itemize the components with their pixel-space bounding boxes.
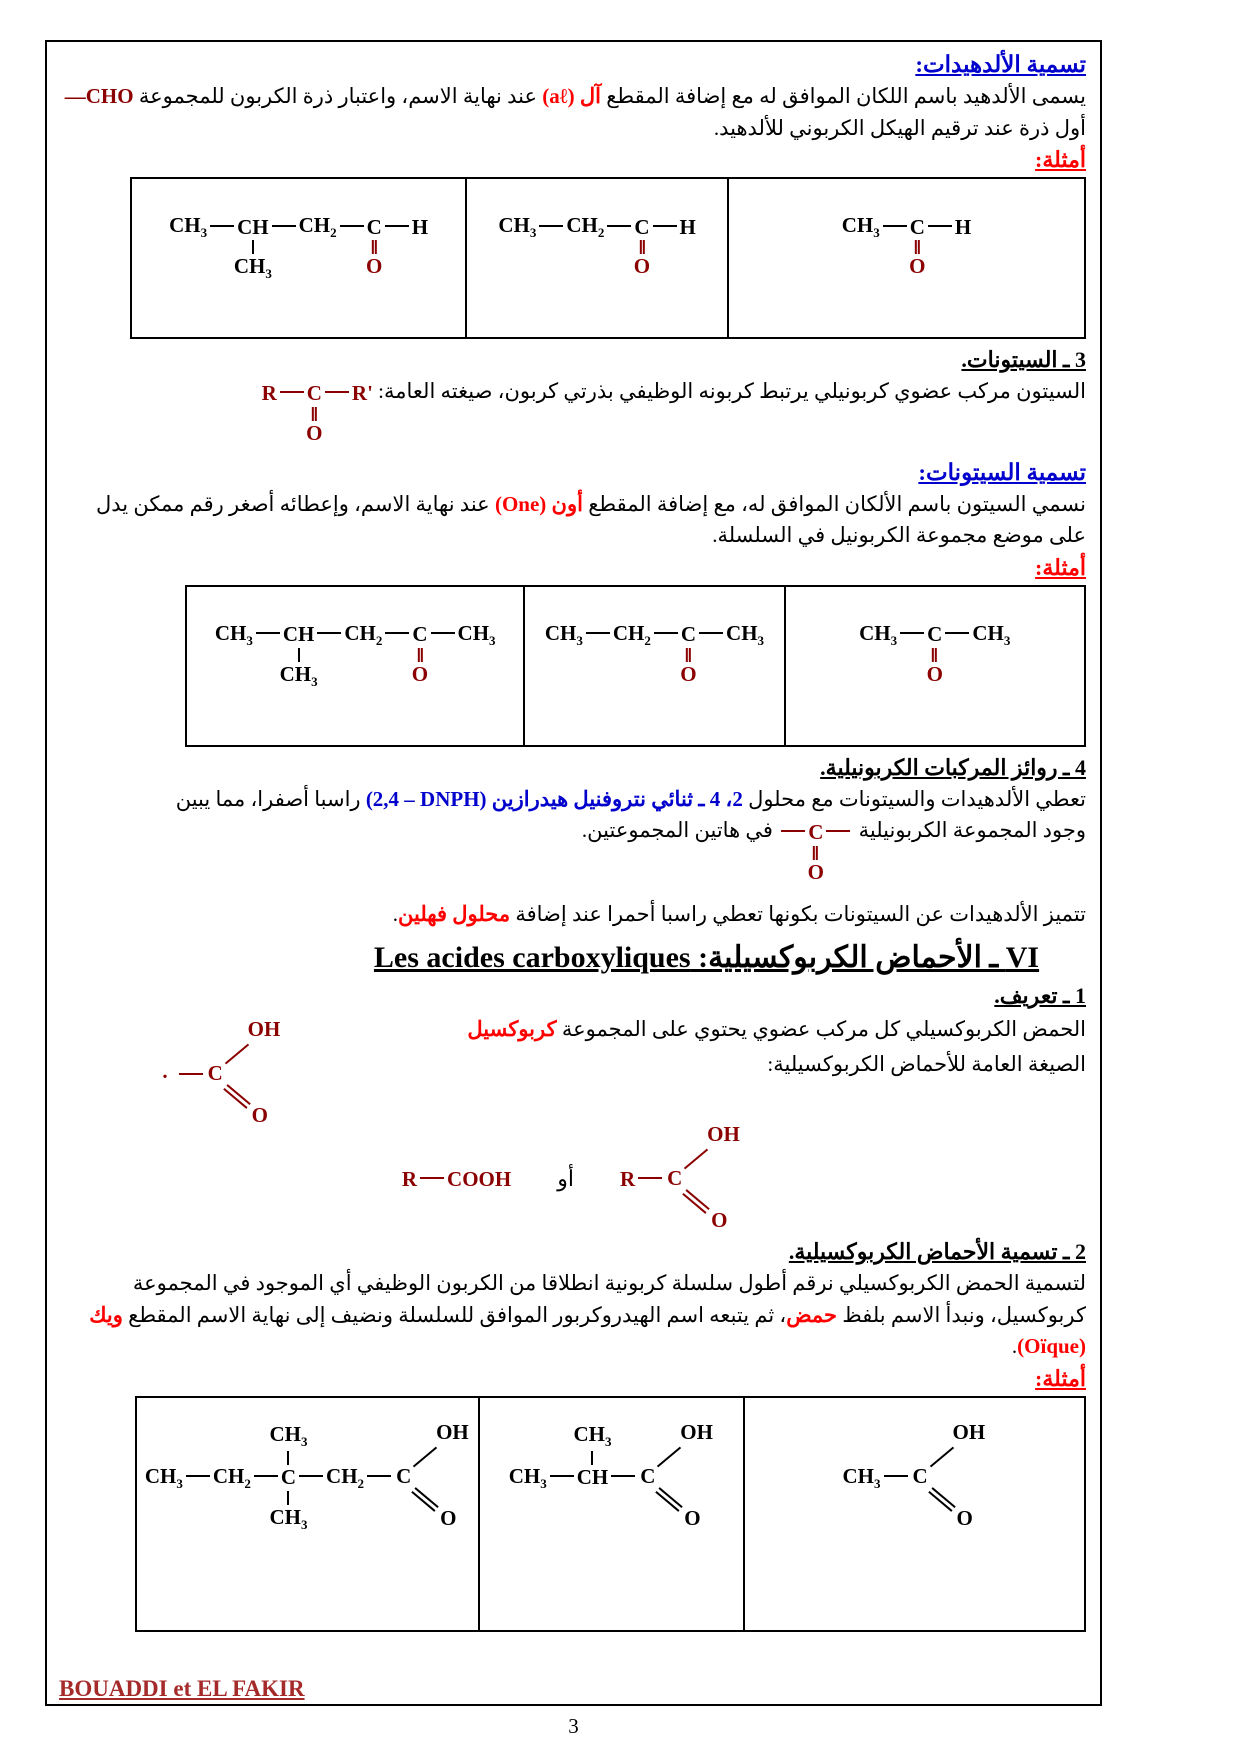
acid-general-formula-row [57, 1121, 1086, 1232]
text-run: وجود المجموعة الكربونيلية [853, 818, 1086, 842]
carboxyl-definition-row [57, 1011, 1086, 1128]
oique-suffix-highlight: (Oïque) [1017, 1334, 1086, 1358]
carboxyl-group: C OH O [207, 1017, 281, 1128]
molecule-butanone: $CH_3$ $CH_2$ C O $CH_3$ [544, 620, 765, 686]
text-run: يسمى الألدهيد باسم اللكان الموافق له مع إضافة المقطع [600, 84, 1086, 108]
hamd-word-highlight: حمض [786, 1302, 838, 1327]
text-run: نسمي السيتون باسم الألكان الموافق له، مع إضافة المقطع [582, 491, 1086, 516]
text-run: راسبا أصفرا، مما يبين [175, 786, 366, 811]
text-run: في هاتين المجموعتين. [581, 818, 779, 842]
cho-group-formula: —CHO [64, 84, 134, 108]
ketone-naming-paragraph [57, 489, 1086, 552]
text-run: عند نهاية الاسم، واعتبار ذرة الكربون للمجموعة [133, 84, 543, 108]
one-suffix-highlight: أون (One) [494, 491, 583, 516]
text-run: تعطي الألدهيدات والسيتونات مع محلول [742, 786, 1086, 811]
carboxylic-acids-title [357, 940, 1056, 975]
acid-structural-formula: R C OH O [619, 1121, 740, 1232]
ketone-general-formula: R C O R' [261, 381, 373, 446]
examples-label: أمثلة: [1035, 554, 1086, 580]
text-run: أول ذرة عند ترقيم الهيكل الكربوني للألدهيد. [713, 115, 1086, 140]
dnph-formula: (2,4 – DNPH) [365, 786, 487, 811]
sentence-period: . [162, 1059, 168, 1083]
authors-footer: BOUADDI et EL FAKIR [59, 1676, 305, 1701]
aldehyde-examples-box [130, 177, 1086, 339]
ketone-example-2 [523, 587, 783, 745]
page-frame [45, 40, 1102, 1706]
molecule-3-methylbutanal: $CH_3$ CH $CH_3$ $CH_2$ C O H [169, 213, 429, 282]
definition-paragraph [387, 1014, 1086, 1046]
text-run: عند نهاية الاسم، وإعطائه أصغر رقم ممكن يدل [96, 491, 495, 516]
text-run: على موضع مجموعة الكربونيل في السلسلة. [712, 523, 1086, 547]
carboxyl-group: C OH O [396, 1419, 469, 1530]
molecule-ethanoic-acid: $CH_3$ C OH O [842, 1419, 986, 1530]
molecule-4-methylpentan-2-one: $CH_3$ CH $CH_3$ $CH_2$ C O $CH_3$ [214, 620, 496, 689]
text-run: 2، 4 ـ ثنائي نتروفنيل هيدرازين [486, 786, 743, 811]
dnph-test-paragraph [57, 784, 1086, 885]
aldehyde-example-1 [132, 179, 465, 337]
text-run: الصيغة العامة للأحماض الكربوكسيلية: [767, 1051, 1086, 1076]
molecule-3-3-dimethylpentanoic-acid: $CH_3$ $CH_2$ C $CH_3$ $CH_3$ $CH_2$ C OH O [144, 1419, 469, 1532]
fehling-test-paragraph [57, 899, 1086, 931]
acid-example-1 [137, 1398, 478, 1630]
acid-condensed-formula: R COOH [401, 1167, 512, 1192]
acid-naming-heading: 2 ـ تسمية الأحماض الكربوكسيلية. [788, 1239, 1086, 1264]
acid-example-3 [743, 1398, 1084, 1630]
text-run: تتميز الألدهيدات عن السيتونات بكونها تعطي راسبا أحمرا عند إضافة [510, 901, 1086, 926]
or-word: أو [557, 1166, 574, 1191]
ketone-examples-box [185, 585, 1086, 747]
carboxyl-group: C OH O [912, 1419, 986, 1530]
definition-heading: 1 ـ تعريف. [994, 983, 1086, 1008]
text-run: لتسمية الحمض الكربوكسيلي نرقم أطول سلسلة كربونية انطلاقا من الكربون الوظيفي أي الموجود في المجموعة [132, 1271, 1086, 1295]
acid-naming-paragraph [57, 1268, 1086, 1363]
fehling-highlight: محلول فهلين [398, 901, 511, 926]
carboxyl-group-structure [176, 1017, 282, 1128]
al-suffix-highlight: آل (aℓ) [542, 84, 601, 108]
aldehyde-example-2 [465, 179, 727, 337]
examples-label: أمثلة: [1035, 147, 1086, 172]
acid-examples-box [135, 1396, 1086, 1632]
molecule-propanone: $CH_3$ C O $CH_3$ [859, 620, 1011, 686]
title-french: Les acides carboxyliques [373, 941, 691, 974]
ketones-section-heading: 3 ـ السيتونات. [961, 347, 1086, 372]
wik-suffix-highlight: ويك [89, 1302, 123, 1327]
text-run: السيتون مركب عضوي كربونيلي يرتبط كربونه الوظيفي بذرتي كربون، صيغته العامة: [372, 379, 1086, 403]
text-run: . [392, 901, 398, 926]
dnph-highlight [366, 787, 743, 811]
molecule-ethanal: $CH_3$ C O H [841, 213, 972, 279]
ketone-example-3 [784, 587, 1084, 745]
text-run: كربوكسيل، ونبدأ الاسم بلفظ [837, 1302, 1086, 1327]
text-run: . [1011, 1334, 1018, 1358]
molecule-propanal: $CH_3$ $CH_2$ C O H [498, 213, 696, 279]
text-run: ، ثم يتبعه اسم الهيدروكربور الموافق للسلسلة ونضيف إلى نهاية الاسم المقطع [122, 1302, 787, 1327]
acid-example-2 [478, 1398, 743, 1630]
title-arabic: VI ـ الأحماض الكربوكسيلية: [690, 941, 1040, 974]
definition-text [387, 1011, 1086, 1123]
ketone-example-1 [187, 587, 523, 745]
carbonyl-group-formula: C O [778, 819, 853, 846]
aldehyde-example-3 [727, 179, 1084, 337]
carboxyl-group: C OH O [640, 1419, 713, 1530]
general-formula-caption [387, 1049, 1086, 1081]
molecule-2-methylpropanoic-acid: $CH_3$ CH $CH_3$ C OH O [508, 1419, 713, 1530]
carboxyl-structure-block [57, 1011, 387, 1128]
aldehyde-naming-heading: تسمية الألدهيدات: [915, 52, 1086, 77]
carboxyl-word-highlight: كربوكسيل [467, 1017, 557, 1041]
ketone-definition-paragraph [57, 376, 1086, 446]
text-run: الحمض الكربوكسيلي كل مركب عضوي يحتوي على المجموعة [556, 1017, 1086, 1041]
carbonyl-tests-heading: 4 ـ روائز المركبات الكربونيلية. [820, 754, 1086, 780]
examples-label: أمثلة: [1035, 1365, 1086, 1391]
page-number: 3 [568, 1714, 579, 1738]
aldehyde-naming-paragraph [57, 81, 1086, 144]
carboxyl-group: C OH O [667, 1121, 740, 1232]
ketone-naming-heading: تسمية السيتونات: [918, 459, 1086, 485]
